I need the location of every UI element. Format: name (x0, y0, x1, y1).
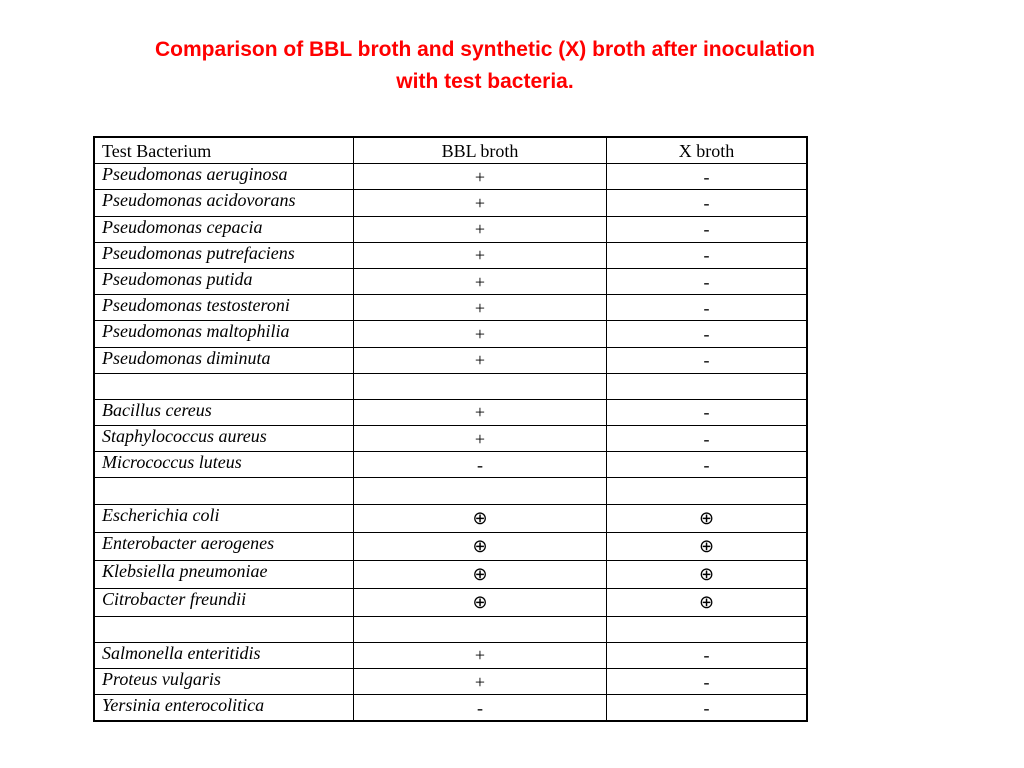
bacterium-cell: Pseudomonas maltophilia (94, 321, 354, 347)
bbl-broth-result-cell: + (354, 399, 607, 425)
bacterium-cell: Proteus vulgaris (94, 669, 354, 695)
page-title-line-1: Comparison of BBL broth and synthetic (X) broth after inoculation (155, 38, 815, 61)
bacterium-cell (94, 616, 354, 642)
table-spacer-row (94, 373, 807, 399)
x-broth-result-cell: - (607, 164, 808, 190)
x-broth-result-cell: - (607, 268, 808, 294)
x-broth-result-cell: - (607, 321, 808, 347)
bbl-broth-result-cell: ⊕ (354, 560, 607, 588)
bbl-broth-result-cell: - (354, 695, 607, 722)
bacterium-cell: Salmonella enteritidis (94, 642, 354, 668)
x-broth-result-cell: ⊕ (607, 560, 808, 588)
bacterium-cell: Escherichia coli (94, 504, 354, 532)
bbl-broth-result-cell: + (354, 242, 607, 268)
table-row (94, 164, 807, 190)
column-header-bbl-broth: BBL broth (354, 137, 607, 164)
table-row (94, 695, 807, 722)
x-broth-result-cell: - (607, 347, 808, 373)
x-broth-result-cell (607, 373, 808, 399)
bbl-broth-result-cell: ⊕ (354, 504, 607, 532)
bbl-broth-result-cell: + (354, 642, 607, 668)
bbl-broth-result-cell: + (354, 216, 607, 242)
bacterium-cell: Klebsiella pneumoniae (94, 560, 354, 588)
table-row (94, 242, 807, 268)
page-title-line-2: with test bacteria. (396, 70, 574, 93)
bbl-broth-result-cell: + (354, 669, 607, 695)
page-title (60, 34, 910, 98)
table-row (94, 295, 807, 321)
table-row (94, 347, 807, 373)
x-broth-result-cell: - (607, 399, 808, 425)
bbl-broth-result-cell: + (354, 190, 607, 216)
bacterium-cell: Enterobacter aerogenes (94, 532, 354, 560)
x-broth-result-cell: - (607, 242, 808, 268)
results-table-body (94, 137, 807, 721)
x-broth-result-cell: - (607, 669, 808, 695)
bbl-broth-result-cell: + (354, 295, 607, 321)
x-broth-result-cell: - (607, 216, 808, 242)
bbl-broth-result-cell: ⊕ (354, 588, 607, 616)
bacterium-cell (94, 478, 354, 504)
results-table (93, 136, 808, 722)
bbl-broth-result-cell: + (354, 268, 607, 294)
bbl-broth-result-cell: + (354, 321, 607, 347)
table-row (94, 190, 807, 216)
bacterium-cell: Citrobacter freundii (94, 588, 354, 616)
bacterium-cell: Pseudomonas cepacia (94, 216, 354, 242)
column-header-test-bacterium: Test Bacterium (94, 137, 354, 164)
x-broth-result-cell: ⊕ (607, 504, 808, 532)
table-spacer-row (94, 478, 807, 504)
table-row (94, 268, 807, 294)
bbl-broth-result-cell: + (354, 347, 607, 373)
table-row (94, 642, 807, 668)
bacterium-cell: Yersinia enterocolitica (94, 695, 354, 722)
x-broth-result-cell: - (607, 295, 808, 321)
x-broth-result-cell: ⊕ (607, 588, 808, 616)
table-row (94, 560, 807, 588)
table-row (94, 452, 807, 478)
bacterium-cell: Pseudomonas putrefaciens (94, 242, 354, 268)
x-broth-result-cell: - (607, 426, 808, 452)
bbl-broth-result-cell: + (354, 426, 607, 452)
table-row (94, 399, 807, 425)
column-header-x-broth: X broth (607, 137, 808, 164)
bbl-broth-result-cell (354, 616, 607, 642)
bacterium-cell: Pseudomonas aeruginosa (94, 164, 354, 190)
table-row (94, 321, 807, 347)
bacterium-cell (94, 373, 354, 399)
bacterium-cell: Pseudomonas acidovorans (94, 190, 354, 216)
table-row (94, 532, 807, 560)
bacterium-cell: Pseudomonas diminuta (94, 347, 354, 373)
bbl-broth-result-cell: ⊕ (354, 532, 607, 560)
table-row (94, 426, 807, 452)
bacterium-cell: Micrococcus luteus (94, 452, 354, 478)
bacterium-cell: Pseudomonas putida (94, 268, 354, 294)
bbl-broth-result-cell: - (354, 452, 607, 478)
x-broth-result-cell: - (607, 190, 808, 216)
x-broth-result-cell (607, 478, 808, 504)
x-broth-result-cell: - (607, 695, 808, 722)
table-row (94, 216, 807, 242)
x-broth-result-cell (607, 616, 808, 642)
bbl-broth-result-cell: + (354, 164, 607, 190)
bacterium-cell: Pseudomonas testosteroni (94, 295, 354, 321)
x-broth-result-cell: ⊕ (607, 532, 808, 560)
x-broth-result-cell: - (607, 452, 808, 478)
table-header-row (94, 137, 807, 164)
bacterium-cell: Staphylococcus aureus (94, 426, 354, 452)
x-broth-result-cell: - (607, 642, 808, 668)
table-row (94, 588, 807, 616)
bbl-broth-result-cell (354, 373, 607, 399)
bacterium-cell: Bacillus cereus (94, 399, 354, 425)
table-spacer-row (94, 616, 807, 642)
table-row (94, 504, 807, 532)
table-row (94, 669, 807, 695)
bbl-broth-result-cell (354, 478, 607, 504)
